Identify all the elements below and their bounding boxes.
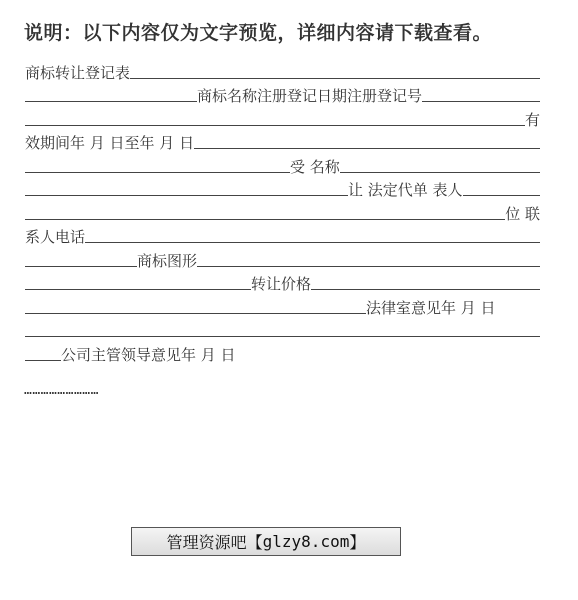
doc-line-7 — [25, 199, 540, 223]
field-label-transfer-price: 转让价格 — [251, 275, 312, 293]
blank-rule — [25, 321, 540, 337]
field-label-manager-opinion: 公司主管领导意见年 月 日 — [61, 345, 236, 364]
source-label-zh: 管理资源吧【 — [166, 533, 263, 552]
doc-line-3 — [25, 105, 540, 129]
blank-rule — [25, 274, 251, 290]
source-label-end: 】 — [349, 533, 366, 552]
blank-rule — [25, 180, 348, 196]
blank-rule — [311, 274, 540, 290]
blank-rule — [25, 86, 197, 102]
field-label-contact-phone: 系人电话 — [25, 228, 86, 246]
blank-rule — [25, 157, 290, 173]
doc-line-11 — [25, 293, 540, 317]
doc-line-13 — [25, 340, 540, 364]
field-label-validity-period: 效期间年 月 日至年 月 日 — [25, 134, 195, 152]
blank-rule — [25, 204, 505, 220]
source-label-domain: glzy8.com — [262, 532, 350, 551]
doc-line-9 — [25, 246, 540, 270]
form-title: 商标转让登记表 — [25, 63, 131, 82]
field-label-validity-start: 有 — [524, 110, 540, 129]
blank-rule — [25, 110, 525, 126]
source-site-button[interactable] — [131, 527, 401, 556]
blank-rule — [197, 251, 540, 267]
doc-line-5 — [25, 152, 540, 176]
blank-rule — [25, 345, 61, 361]
doc-line-8 — [25, 223, 540, 247]
preview-notice-heading: 说明：以下内容仅为文字预览，详细内容请下载查看。 — [24, 22, 493, 44]
blank-rule — [194, 133, 540, 149]
field-label-transferee-name: 受 名称 — [290, 157, 340, 176]
doc-line-4 — [25, 129, 540, 153]
doc-line-1 — [25, 58, 540, 82]
field-label-unit-contact: 位 联 — [505, 204, 540, 223]
field-label-trademark-image: 商标图形 — [137, 251, 198, 270]
blank-rule — [85, 227, 540, 243]
field-label-trademark-name: 商标名称注册登记日期注册登记号 — [197, 87, 423, 105]
doc-line-2 — [25, 82, 540, 106]
field-label-legal-opinion: 法律室意见年 月 日 — [366, 298, 496, 317]
blank-rule — [130, 63, 540, 79]
blank-rule — [422, 86, 540, 102]
blank-rule — [463, 180, 540, 196]
field-label-legal-representative: 让 法定代单 表人 — [348, 181, 463, 199]
blank-rule — [25, 251, 137, 267]
document-body — [25, 58, 540, 364]
truncation-ellipsis: ……………………… — [24, 383, 99, 398]
blank-rule — [25, 298, 366, 314]
blank-rule — [340, 157, 540, 173]
doc-line-10 — [25, 270, 540, 294]
doc-line-6 — [25, 176, 540, 200]
doc-line-12 — [25, 317, 540, 341]
